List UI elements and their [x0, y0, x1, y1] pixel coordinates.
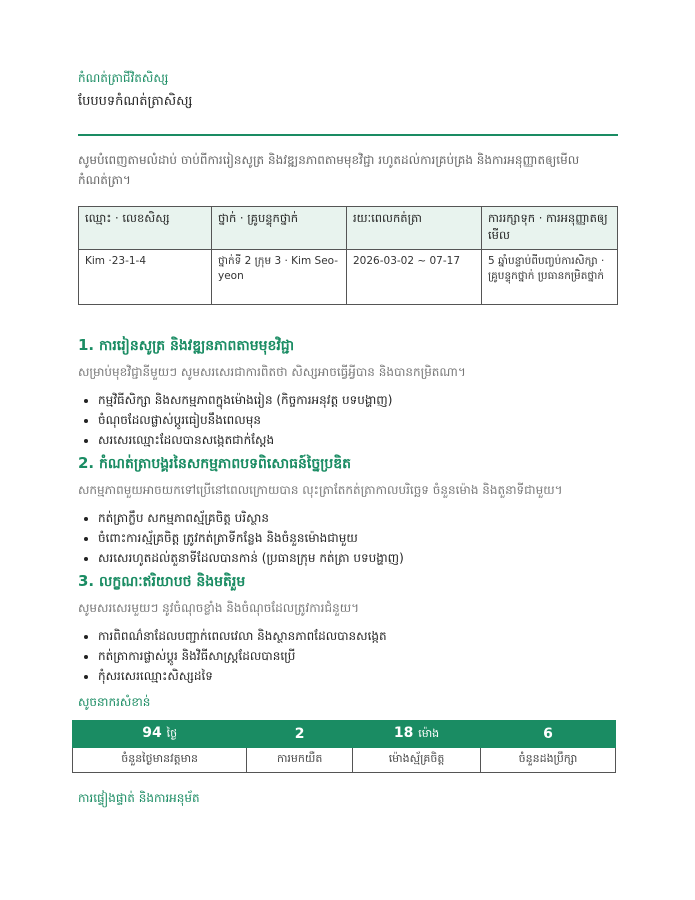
list-item: • កត់ត្រាក្លឹប សកម្មភាពស្ម័គ្រចិត្ត បរិស្ថាន	[98, 508, 618, 528]
section-description: សកម្មភាពមួយអាចយកទៅប្រើនៅពេលក្រោយបាន លុះត្រាតែកត់ត្រាកាលបរិច្ឆេទ ចំនួនម៉ោង និងតួនាទីជាមួយ។	[78, 483, 563, 497]
section-heading	[78, 454, 618, 476]
stat-label: ម៉ោងស្ម័គ្រចិត្ត	[352, 748, 480, 773]
stat-label: ការមកយឺត	[247, 748, 353, 773]
section-number: 1.	[78, 336, 95, 354]
stat-label: ចំនួនថ្ងៃមានវត្តមាន	[73, 748, 247, 773]
section-2	[78, 454, 618, 568]
stat-value: 94 ថ្ងៃ	[73, 721, 247, 748]
section-title: កំណត់ត្រាបង្គរនៃសកម្មភាពបទពិសោធន៍ច្នៃប្រឌិត	[99, 456, 352, 472]
list-item: • ការពិពណ៌នាដែលបញ្ជាក់ពេលវេលា និងស្ថានភាពដែលបានសង្កេត	[98, 626, 618, 646]
section-number: 2.	[78, 454, 95, 472]
approval-heading: ការផ្ទៀងផ្ទាត់ និងការអនុម័ត	[78, 791, 200, 805]
stat-value: 18 ម៉ោង	[352, 721, 480, 748]
header-period: រយៈពេលកត់ត្រា	[347, 207, 482, 250]
cell-name-id: Kim ·23-1-4	[79, 250, 212, 305]
header-retention: ការរក្សាទុក · ការអនុញ្ញាតឲ្យមើល	[482, 207, 618, 250]
stat-label: ចំនួនដងប្រឹក្សា	[481, 748, 616, 773]
list-item: • ចំពោះការស្ម័គ្រចិត្ត ត្រូវកត់ត្រាទីកន្លែង និងចំនួនម៉ោងជាមួយ	[98, 528, 618, 548]
table-row	[73, 748, 616, 773]
divider	[78, 134, 618, 136]
section-heading	[78, 336, 618, 358]
kicker: កំណត់ត្រាជីវិតសិស្ស	[78, 71, 169, 85]
bullet-list	[78, 626, 618, 686]
header-class-teacher: ថ្នាក់ · គ្រូបន្ទុកថ្នាក់	[212, 207, 347, 250]
cell-retention: 5 ឆ្នាំបន្ទាប់ពីបញ្ចប់ការសិក្សា · គ្រូបន្ទុកថ្នាក់ ប្រធានកម្រិតថ្នាក់	[482, 250, 618, 305]
section-title: ការរៀនសូត្រ និងវឌ្ឍនភាពតាមមុខវិជ្ជា	[99, 338, 295, 354]
list-item: • កុំសរសេរឈ្មោះសិស្សដទៃ	[98, 666, 618, 686]
section-description: សម្រាប់មុខវិជ្ជានីមួយៗ សូមសរសេរជាការពិតថា សិស្សអាចធ្វើអ្វីបាន និងបានកម្រិតណា។	[78, 365, 466, 379]
cell-class-teacher: ថ្នាក់ទី 2 ក្រុម 3 · Kim Seo-yeon	[212, 250, 347, 305]
stat-value: 6	[481, 721, 616, 748]
bullet-list	[78, 390, 618, 450]
cell-period: 2026-03-02 ~ 07-17	[347, 250, 482, 305]
stat-value: 2	[247, 721, 353, 748]
list-item: • ចំណុចដែលផ្លាស់ប្ដូរធៀបនឹងពេលមុន	[98, 410, 618, 430]
section-3	[78, 572, 618, 686]
list-item: • កត់ត្រាការផ្លាស់ប្ដូរ និងវិធីសាស្ត្រដែលបានប្រើ	[98, 646, 618, 666]
list-item: • សរសេរហូតដល់តួនាទីដែលបានកាន់ (ប្រធានក្រុម កត់ត្រា បទបង្ហាញ)	[98, 548, 618, 568]
section-heading	[78, 572, 618, 594]
list-item: • សរសេរឈ្មោះដែលបានសង្កេតជាក់ស្ដែង	[98, 430, 618, 450]
student-info-table	[78, 206, 618, 305]
page-title: បែបបទកំណត់ត្រាសិស្ស	[78, 94, 193, 109]
bullet-list	[78, 508, 618, 568]
list-item: • កម្មវិធីសិក្សា និងសកម្មភាពក្នុងម៉ោងរៀន (កិច្ចការអនុវត្ត បទបង្ហាញ)	[98, 390, 618, 410]
section-number: 3.	[78, 572, 95, 590]
section-1	[78, 336, 618, 450]
summary-heading: សូចនាករសំខាន់	[78, 695, 151, 709]
key-indicators-table	[72, 720, 616, 773]
section-title: លក្ខណៈឥរិយាបថ និងមតិរួម	[99, 574, 246, 590]
section-description: សូមសរសេរមួយៗ នូវចំណុចខ្លាំង និងចំណុចដែលត្រូវការជំនួយ។	[78, 601, 360, 615]
table-row	[79, 250, 618, 305]
intro-text: សូមបំពេញតាមលំដាប់ ចាប់ពីការរៀនសូត្រ និងវឌ្ឍនភាពតាមមុខវិជ្ជា រហូតដល់ការគ្រប់គ្រង និងការអនុញ្ញាតឲ្យមើលកំណត់ត្រា។	[78, 153, 580, 187]
header-name-id: ឈ្មោះ · លេខសិស្ស	[79, 207, 212, 250]
